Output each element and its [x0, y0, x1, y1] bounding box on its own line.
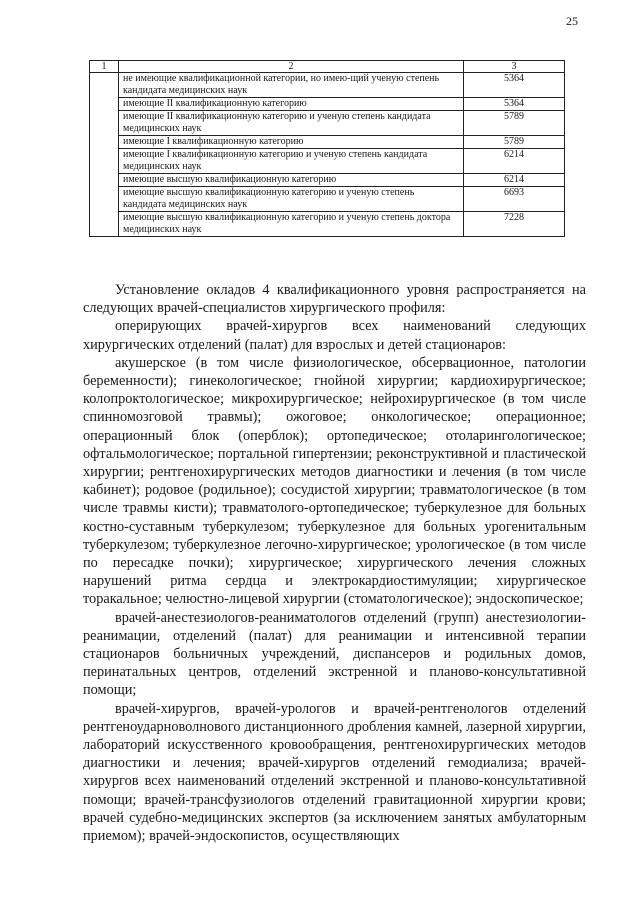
- paragraph-departments-list: акушерское (в том числе физиологическое, обсервационное, патологии беременности); гинекологическое; гнойной хирургии; кардиохирургическое; колопроктологическое; микрохирургическое; нейрохирургическое (в том числе спинномозговой травмы); ожоговое; онкологическое; операционное; операционный блок (оперблок); ортопедическое; отоларингологическое; офтальмологическое; портальной гипертензии; реконструктивной и пластической хирургии; рентгенохирургических методов диагностики и лечения (в том числе кабинет); родовое (родильное); сосудистой хирургии; травматологическое (в том числе травмы кисти); травматолого-ортопедическое; туберкулезное для больных костно-суставным туберкулезом; туберкулезное для больных урогенитальным туберкулезом; туберкулезное легочно-хирургическое; урологическое (в том числе по пересадке почки); хирургическое; хирургического лечения сложных нарушений ритма сердца и электрокардиостимуляции; хирургическое торакальное; челюстно-лицевой хирургии (стоматологическое); эндоскопическое;: [83, 354, 586, 608]
- paragraph-other-specialists: врачей-хирургов, врачей-урологов и врачей-рентгенологов отделений рентгеноударноволнового дистанционного дробления камней, лазерной хирургии, лабораторий искусственного кровообращения, рентгенохирургических методов диагностики и лечения; врачей-хирургов отделений гемодиализа; врачей-хирургов всех наименований отделений экстренной и планово-консультативной помощи; врачей-трансфузиологов отделений гравитационной хирургии крови; врачей судебно-медицинских экспертов (за исключением занятых амбулаторным приемом); врачей-эндоскопистов, осуществляющих: [83, 700, 586, 845]
- row-value: 7228: [464, 212, 565, 237]
- header-col-1: 1: [90, 61, 119, 73]
- row-label: имеющие II квалификационную категорию: [119, 98, 464, 111]
- header-col-3: 3: [464, 61, 565, 73]
- table-row: [90, 187, 565, 212]
- row-label: имеющие I квалификационную категорию и ученую степень кандидата медицинских наук: [119, 149, 464, 174]
- row-value: 6214: [464, 149, 565, 174]
- row-label: имеющие высшую квалификационную категорию: [119, 174, 464, 187]
- body-text: [83, 281, 586, 845]
- row-label: не имеющие квалификационной категории, но имею-щий ученую степень кандидата медицинских наук: [119, 73, 464, 98]
- row-value: 5364: [464, 73, 565, 98]
- table-row: [90, 212, 565, 237]
- row-label: имеющие II квалификационную категорию и ученую степень кандидата медицинских наук: [119, 111, 464, 136]
- table-row: [90, 98, 565, 111]
- table-row: [90, 174, 565, 187]
- table-row: [90, 73, 565, 98]
- paragraph-operating-surgeons: оперирующих врачей-хирургов всех наименований следующих хирургических отделений (палат) для взрослых и детей стационаров:: [83, 318, 586, 353]
- paragraph-intro: Установление окладов 4 квалификационного уровня распространяется на следующих врачей-специалистов хирургического профиля:: [83, 282, 586, 317]
- table-header-row: [90, 61, 565, 73]
- row-value: 5789: [464, 136, 565, 149]
- row-label: имеющие высшую квалификационную категорию и ученую степень кандидата медицинских наук: [119, 187, 464, 212]
- row-value: 5789: [464, 111, 565, 136]
- row-label: имеющие I квалификационную категорию: [119, 136, 464, 149]
- salary-grade-table: [89, 60, 565, 237]
- page-number: 25: [566, 14, 578, 28]
- paragraph-anesthesiologists: врачей-анестезиологов-реаниматологов отделений (групп) анестезиологии-реанимации, отделений (палат) для реанимации и интенсивной терапии стационаров больничных учреждений, диспансеров и родильных домов, перинатальных центров, отделений экстренной и планово-консультативной помощи;: [83, 609, 586, 699]
- row-value: 5364: [464, 98, 565, 111]
- table-row: [90, 149, 565, 174]
- row-value: 6693: [464, 187, 565, 212]
- row-value: 6214: [464, 174, 565, 187]
- table-row: [90, 136, 565, 149]
- table-row: [90, 111, 565, 136]
- header-col-2: 2: [119, 61, 464, 73]
- merged-empty-cell: [90, 73, 119, 237]
- row-label: имеющие высшую квалификационную категорию и ученую степень доктора медицинских наук: [119, 212, 464, 237]
